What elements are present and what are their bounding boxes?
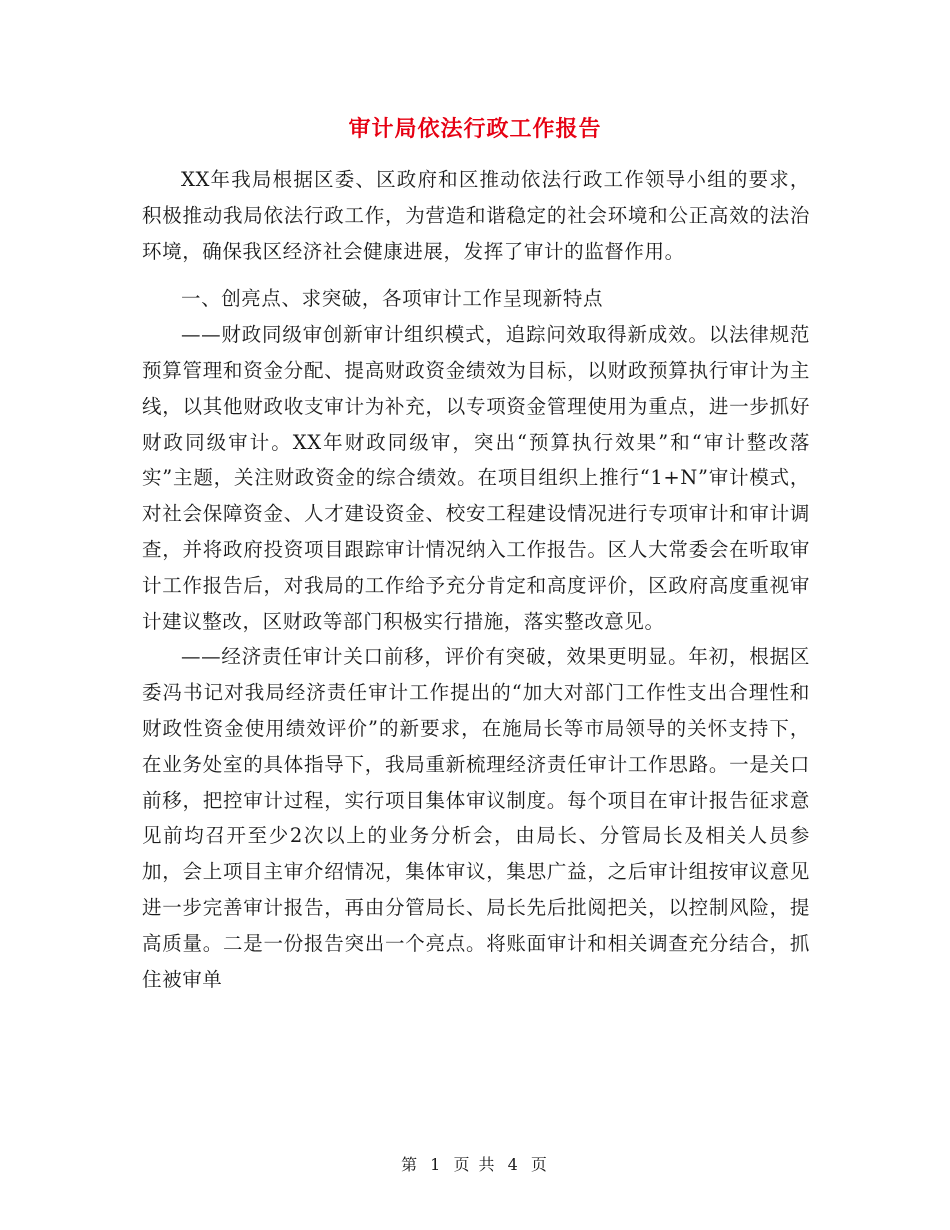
footer-total-pages: 4 <box>507 1155 520 1174</box>
paragraph-intro: XX年我局根据区委、区政府和区推动依法行政工作领导小组的要求，积极推动我局依法行政工作，为营造和谐稳定的社会环境和公正高效的法治环境，确保我区经济社会健康进展，发挥了审计的监督作用。 <box>142 168 810 263</box>
footer-middle: 页 共 <box>453 1155 497 1174</box>
footer-page-number: 1 <box>430 1155 443 1174</box>
footer-suffix: 页 <box>530 1155 549 1174</box>
paragraph-economic-responsibility: ——经济责任审计关口前移，评价有突破，效果更明显。年初，根据区委冯书记对我局经济责任审计工作提出的“加大对部门工作性支出合理性和财政性资金使用绩效评价”的新要求，在施局长等市局领导的关怀支持下，在业务处室的具体指导下，我局重新梳理经济责任审计工作思路。一是关口前移，把控审计过程，实行项目集体审议制度。每个项目在审计报告征求意见前均召开至少2次以上的业务分析会，由局长、分管局长及相关人员参加，会上项目主审介绍情况，集体审议，集思广益，之后审计组按审议意见进一步完善审计报告，再由分管局长、局长先后批阅把关，以控制风险，提高质量。二是一份报告突出一个亮点。将账面审计和相关调查充分结合，抓住被审单 <box>142 645 810 991</box>
page-footer <box>0 1152 950 1175</box>
document-title: 审计局依法行政工作报告 <box>348 116 602 142</box>
section-heading: 一、创亮点、求突破，各项审计工作呈现新特点 <box>181 287 604 311</box>
footer-prefix: 第 <box>401 1155 420 1174</box>
paragraph-fiscal-audit: ——财政同级审创新审计组织模式，追踪问效取得新成效。以法律规范预算管理和资金分配、提高财政资金绩效为目标，以财政预算执行审计为主线，以其他财政收支审计为补充，以专项资金管理使用为重点，进一步抓好财政同级审计。XX年财政同级审，突出“预算执行效果”和“审计整改落实”主题，关注财政资金的综合绩效。在项目组织上推行“1+N”审计模式，对社会保障资金、人才建设资金、校安工程建设情况进行专项审计和审计调查，并将政府投资项目跟踪审计情况纳入工作报告。区人大常委会在听取审计工作报告后，对我局的工作给予充分肯定和高度评价，区政府高度重视审计建议整改，区财政等部门积极实行措施，落实整改意见。 <box>142 323 810 633</box>
document-body <box>142 162 810 997</box>
